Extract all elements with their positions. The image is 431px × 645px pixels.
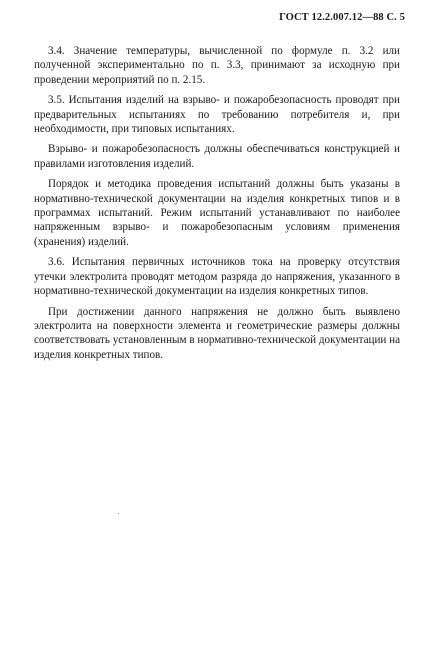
document-body xyxy=(34,44,400,368)
paragraph-3-4: 3.4. Значение температуры, вычисленной по формуле п. 3.2 или полученной экспериментально по п. 3.3, принимают за исходную при проведении мероприятий по п. 2.15. xyxy=(34,45,400,86)
paragraph-3-5: 3.5. Испытания изделий на взрыво- и пожаробезопасность проводят при предварительных испытаниях по требованию потребителя и, при необходимости, при типовых испытаниях. xyxy=(34,94,400,136)
paragraph-test-procedure: Порядок и методика проведения испытаний должны быть указаны в нормативно-технической документации на изделия конкретных типов и в программах испытаний. Режим испытаний устанавливают по наиболее напряженным взрыво- и пожаробезопасным условиям применения (хранения) изделий. xyxy=(34,178,400,248)
paragraph-voltage-condition: При достижении данного напряжения не должно быть выявлено электролита на поверхности элемента и геометрические размеры должны соответствовать установленным в нормативно-технической документации на изделия конкретных типов. xyxy=(34,305,400,361)
scan-speck xyxy=(118,513,119,514)
paragraph-safety-requirements: Взрыво- и пожаробезопасность должны обеспечиваться конструкцией и правилами изготовления изделий. xyxy=(34,143,400,170)
paragraph-3-6: 3.6. Испытания первичных источников тока на проверку отсутствия утечки электролита проводят методом разряда до напряжения, указанного в нормативно-технической документации на изделия конкретных типов. xyxy=(34,256,400,298)
running-header: ГОСТ 12.2.007.12—88 С. 5 xyxy=(279,12,405,23)
